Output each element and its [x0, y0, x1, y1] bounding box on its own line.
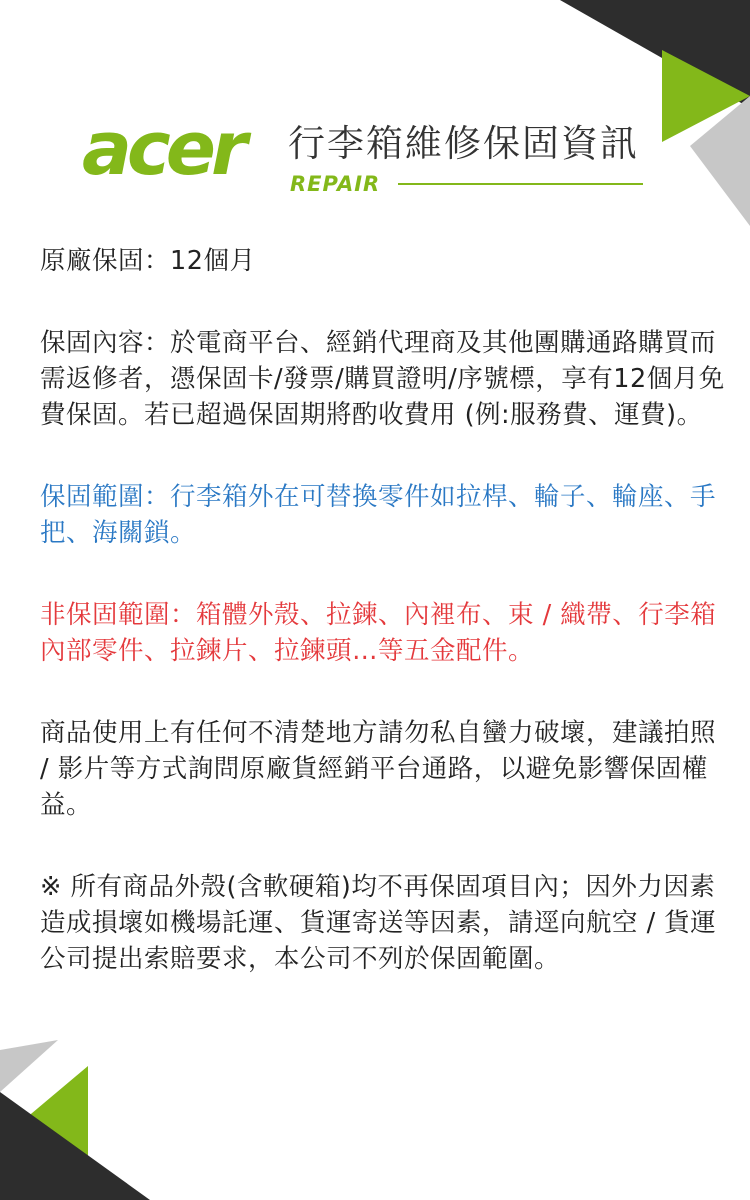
repair-label: REPAIR	[290, 172, 381, 196]
warranty-period: 原廠保固：12個月	[40, 246, 256, 276]
header-divider	[398, 183, 643, 185]
warranty-content-paragraph: 保固內容：於電商平台、經銷代理商及其他團購通路購買而需返修者，憑保固卡/發票/購買證明/序號標，享有12個月免費保固。若已超過保固期將酌收費用 (例:服務費、運費)。	[40, 328, 725, 430]
non-coverage-paragraph: 非保固範圍：箱體外殼、拉鍊、內裡布、束 / 織帶、行李箱內部零件、拉鍊片、拉鍊頭…等五金配件。	[40, 600, 717, 666]
acer-logo: acer	[82, 106, 243, 192]
advice-paragraph: 商品使用上有任何不清楚地方請勿私自蠻力破壞，建議拍照 / 影片等方式詢問原廠貨經銷平台通路，以避免影響保固權益。	[40, 718, 717, 820]
header	[0, 0, 750, 230]
note-paragraph: ※ 所有商品外殼(含軟硬箱)均不再保固項目內；因外力因素造成損壞如機場託運、貨運寄送等因素，請逕向航空 / 貨運公司提出索賠要求，本公司不列於保固範圍。	[40, 872, 717, 974]
page-title: 行李箱維修保固資訊	[288, 122, 639, 165]
bottom-left-gray-triangle	[0, 1040, 58, 1092]
warranty-content	[40, 243, 725, 1023]
coverage-paragraph: 保固範圍：行李箱外在可替換零件如拉桿、輪子、輪座、手把、海關鎖。	[40, 482, 717, 548]
